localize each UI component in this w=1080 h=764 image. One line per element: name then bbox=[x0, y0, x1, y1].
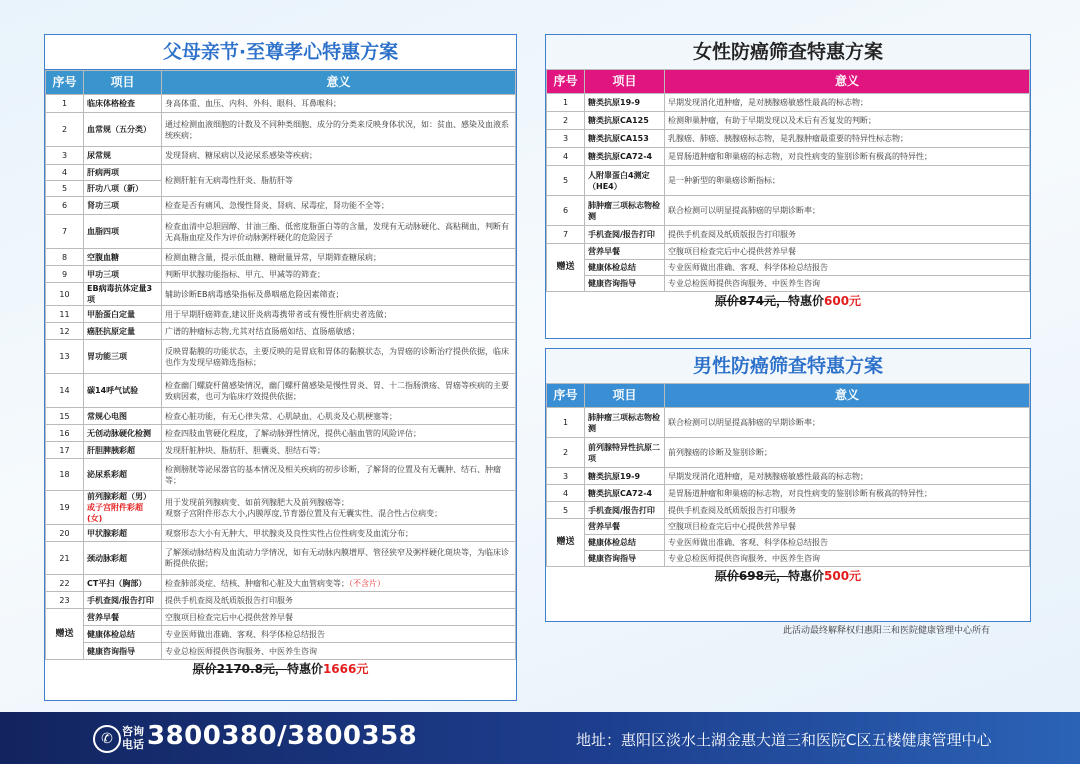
table-row bbox=[46, 165, 516, 181]
gift-item: 营养早餐 bbox=[84, 609, 162, 626]
row-no: 4 bbox=[547, 485, 585, 502]
row-desc: 乳腺癌、肺癌、胰腺癌标志物，是乳腺肿瘤最重要的特异性标志物； bbox=[665, 130, 1030, 148]
row-item: 常规心电图 bbox=[84, 408, 162, 425]
table-row bbox=[547, 468, 1030, 485]
row-no: 12 bbox=[46, 323, 84, 340]
row-item-female: 或子宫附件彩超(女) bbox=[87, 503, 143, 523]
row-no: 5 bbox=[547, 166, 585, 196]
panel-title: 父母亲节·至尊孝心特惠方案 bbox=[45, 35, 516, 70]
row-item: 手机查阅/报告打印 bbox=[585, 226, 665, 244]
sale-label: 特惠价 bbox=[286, 662, 323, 676]
table-row bbox=[46, 306, 516, 323]
gift-item: 健康体检总结 bbox=[84, 626, 162, 643]
row-desc: 身高体重、血压、内科、外科、眼科、耳鼻喉科； bbox=[162, 95, 516, 113]
row-item: 碳14呼气试验 bbox=[84, 374, 162, 408]
gift-row bbox=[547, 551, 1030, 567]
table-row bbox=[46, 542, 516, 575]
table-row bbox=[46, 197, 516, 215]
row-item: 无创动脉硬化检测 bbox=[84, 425, 162, 442]
table-row bbox=[46, 249, 516, 266]
row-desc: 检测卵巢肿瘤，有助于早期发现以及术后有否复发的判断； bbox=[665, 112, 1030, 130]
row-no: 2 bbox=[46, 113, 84, 147]
price-line bbox=[45, 660, 516, 682]
row-no: 3 bbox=[547, 130, 585, 148]
table-row bbox=[547, 196, 1030, 226]
sale-price: 600元 bbox=[824, 294, 862, 308]
gift-item: 营养早餐 bbox=[585, 519, 665, 535]
row-item-male: 前列腺彩超（男） bbox=[87, 492, 151, 501]
row-desc: 联合检测可以明显提高肺癌的早期诊断率； bbox=[665, 196, 1030, 226]
table-row bbox=[46, 575, 516, 592]
exclusion-note: （不含片） bbox=[349, 578, 385, 588]
table-row bbox=[46, 525, 516, 542]
row-no: 8 bbox=[46, 249, 84, 266]
row-desc: 检测血糖含量，提示低血糖、糖耐量异常，早期筛查糖尿病； bbox=[162, 249, 516, 266]
table-row bbox=[547, 130, 1030, 148]
sale-price: 1666元 bbox=[322, 662, 369, 676]
row-desc: 是胃肠道肿瘤和卵巢癌的标志物，对良性病变的鉴别诊断有极高的特异性； bbox=[665, 485, 1030, 502]
row-desc: 检查血清中总胆固醇、甘油三酯、低密度脂蛋白等的含量，发现有无动脉硬化、高粘稠血，判断有无高脂血症及作为评价动脉粥样硬化的危险因子 bbox=[162, 215, 516, 249]
row-desc: 是胃肠道肿瘤和卵巢癌的标志物，对良性病变的鉴别诊断有极高的特异性； bbox=[665, 148, 1030, 166]
row-desc: 通过检测血液细胞的计数及不同种类细胞、成分的分类来反映身体状况，如：贫血、感染及血液系统疾病； bbox=[162, 113, 516, 147]
row-item: 糖类抗原CA72-4 bbox=[585, 148, 665, 166]
table-row bbox=[46, 215, 516, 249]
row-desc: 提供手机查阅及纸质版报告打印服务 bbox=[162, 592, 516, 609]
original-price: 原价698元， bbox=[714, 569, 788, 583]
table-row bbox=[547, 502, 1030, 519]
row-item: 泌尿系彩超 bbox=[84, 459, 162, 491]
gift-item: 营养早餐 bbox=[585, 244, 665, 260]
package-table bbox=[45, 70, 516, 660]
row-item: 糖类抗原CA72-4 bbox=[585, 485, 665, 502]
row-no: 1 bbox=[547, 94, 585, 112]
panel-title: 女性防癌筛查特惠方案 bbox=[546, 35, 1030, 69]
row-no: 23 bbox=[46, 592, 84, 609]
table-row bbox=[46, 95, 516, 113]
row-item: 癌胚抗原定量 bbox=[84, 323, 162, 340]
table-row bbox=[46, 491, 516, 525]
gift-item: 健康体检总结 bbox=[585, 535, 665, 551]
table-header bbox=[46, 71, 516, 95]
row-item: 肝功八项（新） bbox=[84, 181, 162, 197]
row-desc-text: 检查肺部炎症、结核、肿瘤和心脏及大血管病变等； bbox=[165, 578, 349, 588]
table-row bbox=[46, 459, 516, 491]
table-row bbox=[547, 226, 1030, 244]
row-desc: 广谱的肿瘤标志物,尤其对结直肠癌如结、直肠癌敏感； bbox=[162, 323, 516, 340]
sale-label: 特惠价 bbox=[787, 294, 824, 308]
gift-desc: 专业医师做出准确、客观、科学体检总结报告 bbox=[162, 626, 516, 643]
row-no: 3 bbox=[547, 468, 585, 485]
row-desc: 早期发现消化道肿瘤，是对胰腺癌敏感性最高的标志物； bbox=[665, 94, 1030, 112]
row-desc bbox=[162, 575, 516, 592]
header-meaning: 意义 bbox=[162, 71, 516, 95]
table-row bbox=[46, 425, 516, 442]
row-item: 肝病两项 bbox=[84, 165, 162, 181]
phone-numbers: 3800380/3800358 bbox=[147, 721, 418, 751]
row-no: 6 bbox=[46, 197, 84, 215]
row-desc-female: 观察子宫附件形态大小,内膜厚度,节育器位置及有无囊实性、混合性占位病变； bbox=[165, 508, 443, 518]
row-item: 空腹血糖 bbox=[84, 249, 162, 266]
gift-item: 健康咨询指导 bbox=[84, 643, 162, 660]
row-no: 3 bbox=[46, 147, 84, 165]
gift-desc: 专业医师做出准确、客观、科学体检总结报告 bbox=[665, 260, 1030, 276]
female-cancer-screening-panel bbox=[545, 34, 1031, 339]
row-desc: 反映胃黏膜的功能状态，主要反映的是胃底和胃体的黏膜状态，为胃癌的诊断治疗提供依据，临床也作为发现早癌筛选指标； bbox=[162, 340, 516, 374]
consult-line-1: 咨询 bbox=[122, 725, 144, 738]
header-no: 序号 bbox=[547, 384, 585, 408]
row-desc: 早期发现消化道肿瘤，是对胰腺癌敏感性最高的标志物； bbox=[665, 468, 1030, 485]
gift-desc: 专业总检医师提供咨询服务、中医养生咨询 bbox=[665, 551, 1030, 567]
gift-desc: 专业总检医师提供咨询服务、中医养生咨询 bbox=[162, 643, 516, 660]
parents-package-panel bbox=[44, 34, 517, 701]
sale-label: 特惠价 bbox=[787, 569, 824, 583]
header-no: 序号 bbox=[547, 70, 585, 94]
row-item: 胃功能三项 bbox=[84, 340, 162, 374]
row-desc bbox=[162, 491, 516, 525]
row-no: 14 bbox=[46, 374, 84, 408]
row-item: 肺肿瘤三项标志物检测 bbox=[585, 408, 665, 438]
row-desc: 检查幽门螺旋杆菌感染情况，幽门螺杆菌感染是慢性胃炎、胃、十二指肠溃疡、胃癌等疾病的主要致病因素，也可为临床疗效提供依据； bbox=[162, 374, 516, 408]
row-item bbox=[84, 491, 162, 525]
table-row bbox=[46, 442, 516, 459]
gift-item: 健康咨询指导 bbox=[585, 276, 665, 292]
header-item: 项目 bbox=[84, 71, 162, 95]
row-no: 19 bbox=[46, 491, 84, 525]
header-item: 项目 bbox=[585, 70, 665, 94]
table-row bbox=[547, 94, 1030, 112]
table-row bbox=[547, 485, 1030, 502]
package-table bbox=[546, 383, 1030, 567]
table-row bbox=[547, 408, 1030, 438]
table-header bbox=[547, 384, 1030, 408]
row-item: 肝胆脾胰彩超 bbox=[84, 442, 162, 459]
gift-item: 健康咨询指导 bbox=[585, 551, 665, 567]
row-desc: 联合检测可以明显提高肺癌的早期诊断率； bbox=[665, 408, 1030, 438]
row-item: 前列腺特异性抗原二项 bbox=[585, 438, 665, 468]
row-desc: 辅助诊断EB病毒感染指标及鼻咽癌危险因素筛查； bbox=[162, 283, 516, 306]
row-no: 21 bbox=[46, 542, 84, 575]
row-desc: 检测膀胱等泌尿器官的基本情况及相关疾病的初步诊断，了解肾的位置及有无囊肿、结石、肿瘤等； bbox=[162, 459, 516, 491]
table-header bbox=[547, 70, 1030, 94]
row-item: 手机查阅/报告打印 bbox=[84, 592, 162, 609]
row-desc: 是一种新型的卵巢癌诊断指标； bbox=[665, 166, 1030, 196]
gift-desc: 专业医师做出准确、客观、科学体检总结报告 bbox=[665, 535, 1030, 551]
row-desc: 用于早期肝癌筛查,建议肝炎病毒携带者或有慢性肝病史者选做； bbox=[162, 306, 516, 323]
header-no: 序号 bbox=[46, 71, 84, 95]
row-no: 7 bbox=[46, 215, 84, 249]
table-row bbox=[46, 283, 516, 306]
row-item: 糖类抗原CA153 bbox=[585, 130, 665, 148]
row-no: 2 bbox=[547, 438, 585, 468]
table-row bbox=[46, 323, 516, 340]
row-no: 22 bbox=[46, 575, 84, 592]
row-no: 9 bbox=[46, 266, 84, 283]
gift-row bbox=[46, 626, 516, 643]
gift-desc: 空腹项目检查完后中心提供营养早餐 bbox=[162, 609, 516, 626]
consult-label bbox=[122, 725, 144, 751]
gift-desc: 专业总检医师提供咨询服务、中医养生咨询 bbox=[665, 276, 1030, 292]
footer-bar bbox=[0, 712, 1080, 764]
row-item: 肾功三项 bbox=[84, 197, 162, 215]
gift-row bbox=[46, 643, 516, 660]
gift-label: 赠送 bbox=[547, 519, 585, 567]
price-line bbox=[546, 292, 1030, 314]
row-desc: 观察形态大小有无肿大、甲状腺炎及良性实性占位性病变及血流分布； bbox=[162, 525, 516, 542]
row-item: 糖类抗原CA125 bbox=[585, 112, 665, 130]
row-no: 2 bbox=[547, 112, 585, 130]
price-line bbox=[546, 567, 1030, 589]
phone-icon: ✆ bbox=[93, 725, 121, 753]
row-item: 血脂四项 bbox=[84, 215, 162, 249]
row-desc: 前列腺癌的诊断及鉴别诊断； bbox=[665, 438, 1030, 468]
row-no: 13 bbox=[46, 340, 84, 374]
row-item: 尿常规 bbox=[84, 147, 162, 165]
row-no: 1 bbox=[547, 408, 585, 438]
original-price: 原价874元， bbox=[714, 294, 788, 308]
panel-title: 男性防癌筛查特惠方案 bbox=[546, 349, 1030, 383]
gift-row bbox=[547, 244, 1030, 260]
table-row bbox=[46, 340, 516, 374]
gift-row bbox=[547, 519, 1030, 535]
row-item: 颈动脉彩超 bbox=[84, 542, 162, 575]
table-row bbox=[547, 438, 1030, 468]
row-no: 20 bbox=[46, 525, 84, 542]
table-row bbox=[46, 408, 516, 425]
row-no: 7 bbox=[547, 226, 585, 244]
gift-row bbox=[46, 609, 516, 626]
gift-label: 赠送 bbox=[547, 244, 585, 292]
row-desc: 检查心脏功能，有无心律失常、心肌缺血、心肌炎及心肌梗塞等； bbox=[162, 408, 516, 425]
row-no: 4 bbox=[547, 148, 585, 166]
gift-desc: 空腹项目检查完后中心提供营养早餐 bbox=[665, 244, 1030, 260]
row-item: 肺肿瘤三项标志物检测 bbox=[585, 196, 665, 226]
table-row bbox=[46, 374, 516, 408]
row-desc: 检测肝脏有无病毒性肝炎、脂肪肝等 bbox=[162, 165, 516, 197]
row-no: 15 bbox=[46, 408, 84, 425]
original-price: 原价2170.8元， bbox=[192, 662, 287, 676]
header-meaning: 意义 bbox=[665, 70, 1030, 94]
header-meaning: 意义 bbox=[665, 384, 1030, 408]
row-no: 5 bbox=[547, 502, 585, 519]
row-no: 18 bbox=[46, 459, 84, 491]
header-item: 项目 bbox=[585, 384, 665, 408]
row-no: 16 bbox=[46, 425, 84, 442]
row-desc: 提供手机查阅及纸质版报告打印服务 bbox=[665, 226, 1030, 244]
sale-price: 500元 bbox=[824, 569, 862, 583]
gift-label: 赠送 bbox=[46, 609, 84, 660]
gift-row bbox=[547, 535, 1030, 551]
row-no: 10 bbox=[46, 283, 84, 306]
table-row bbox=[547, 112, 1030, 130]
row-item: 甲状腺彩超 bbox=[84, 525, 162, 542]
package-table bbox=[546, 69, 1030, 292]
gift-row bbox=[547, 260, 1030, 276]
row-item: EB病毒抗体定量3项 bbox=[84, 283, 162, 306]
table-row bbox=[547, 148, 1030, 166]
row-item: 血常规（五分类） bbox=[84, 113, 162, 147]
row-no: 1 bbox=[46, 95, 84, 113]
row-item: 糖类抗原19-9 bbox=[585, 468, 665, 485]
row-desc: 了解颈动脉结构及血流动力学情况，如有无动脉内膜增厚、管径狭窄及粥样硬化斑块等，为临床诊断提供依据； bbox=[162, 542, 516, 575]
row-item: 甲胎蛋白定量 bbox=[84, 306, 162, 323]
row-no: 4 bbox=[46, 165, 84, 181]
gift-item: 健康体检总结 bbox=[585, 260, 665, 276]
table-row bbox=[46, 592, 516, 609]
row-desc: 发现肝脏肿块、脂肪肝、胆囊炎、胆结石等； bbox=[162, 442, 516, 459]
row-no: 11 bbox=[46, 306, 84, 323]
table-row bbox=[547, 166, 1030, 196]
address: 地址：惠阳区淡水土湖金惠大道三和医院C区五楼健康管理中心 bbox=[576, 731, 992, 749]
male-cancer-screening-panel bbox=[545, 348, 1031, 622]
gift-desc: 空腹项目检查完后中心提供营养早餐 bbox=[665, 519, 1030, 535]
row-no: 6 bbox=[547, 196, 585, 226]
row-no: 5 bbox=[46, 181, 84, 197]
row-desc: 检查四肢血管硬化程度，了解动脉弹性情况，提供心脑血管的风险评估； bbox=[162, 425, 516, 442]
row-no: 17 bbox=[46, 442, 84, 459]
row-item: 临床体格检查 bbox=[84, 95, 162, 113]
table-row bbox=[46, 147, 516, 165]
consult-line-2: 电话 bbox=[122, 738, 144, 751]
gift-row bbox=[547, 276, 1030, 292]
table-row bbox=[46, 113, 516, 147]
row-desc: 判断甲状腺功能指标、甲亢、甲减等的筛查； bbox=[162, 266, 516, 283]
table-row bbox=[46, 266, 516, 283]
row-item: 糖类抗原19-9 bbox=[585, 94, 665, 112]
disclaimer-note: 此活动最终解释权归惠阳三和医院健康管理中心所有 bbox=[783, 626, 991, 636]
row-desc: 发现肾病、糖尿病以及泌尿系感染等疾病； bbox=[162, 147, 516, 165]
row-item: 手机查阅/报告打印 bbox=[585, 502, 665, 519]
row-desc-male: 用于发现前列腺病变、如前列腺肥大及前列腺癌等； bbox=[165, 497, 349, 507]
row-item: 人附睾蛋白4测定（HE4） bbox=[585, 166, 665, 196]
row-desc: 检查是否有痛风、急慢性肾炎、肾病、尿毒症，肾功能不全等； bbox=[162, 197, 516, 215]
row-item: 甲功三项 bbox=[84, 266, 162, 283]
row-desc: 提供手机查阅及纸质版报告打印服务 bbox=[665, 502, 1030, 519]
row-item: CT平扫（胸部） bbox=[84, 575, 162, 592]
